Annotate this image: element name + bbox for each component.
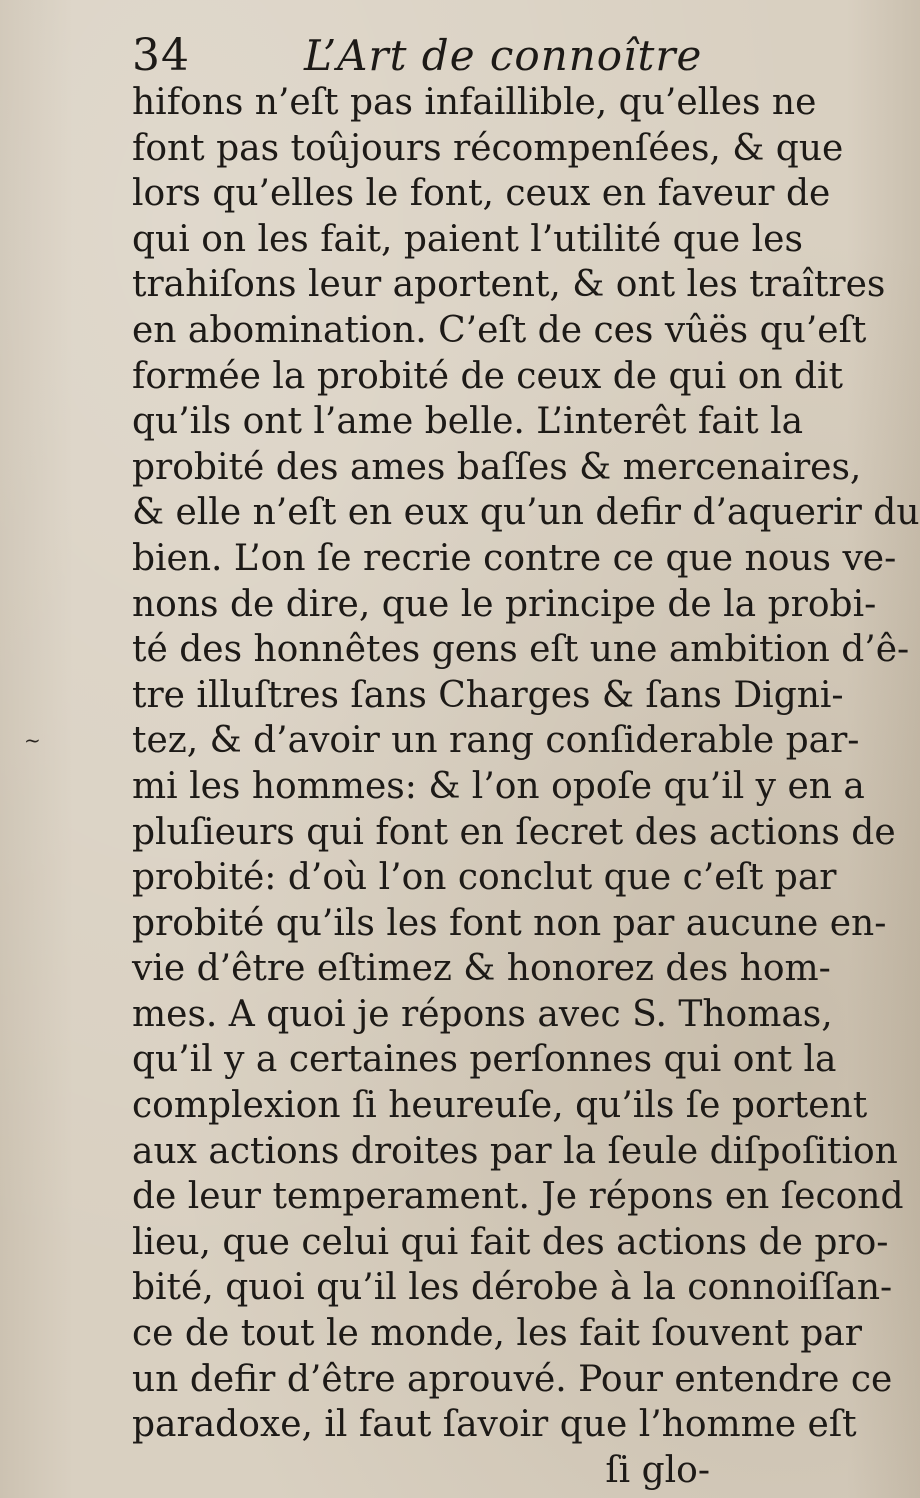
text-line: font pas toûjours récompenſées, & que — [132, 127, 844, 169]
page-header — [132, 28, 732, 84]
text-line: tre illuſtres ſans Charges & ſans Digni- — [132, 674, 844, 716]
text-line: en abomination. C’eſt de ces vûës qu’eſt — [132, 309, 867, 351]
text-line: complexion ſi heureuſe, qu’ils ſe portent — [132, 1085, 868, 1127]
text-line: formée la probité de ceux de qui on dit — [132, 355, 844, 397]
text-line: bité, quoi qu’il les dérobe à la connoiſſan- — [132, 1267, 893, 1309]
text-line: probité: d’où l’on conclut que c’eſt par — [132, 857, 837, 899]
text-line: aux actions droites par la ſeule diſpoſition — [132, 1130, 898, 1172]
text-line: bien. L’on ſe recrie contre ce que nous ve- — [132, 537, 897, 579]
text-line: vie d’être eſtimez & honorez des hom- — [132, 948, 831, 990]
margin-mark: ~ — [24, 728, 41, 752]
text-line: probité qu’ils les font non par aucune en- — [132, 902, 887, 944]
text-line: tez, & d’avoir un rang conſiderable par- — [132, 720, 860, 762]
text-line: qui on les fait, paient l’utilité que les — [132, 218, 803, 260]
text-line: pluſieurs qui font en ſecret des actions de — [132, 811, 896, 853]
text-line: un defir d’être aprouvé. Pour entendre ce — [132, 1358, 893, 1400]
catchword-line: ſi glo- — [605, 1449, 710, 1491]
text-line: lieu, que celui qui fait des actions de pro- — [132, 1221, 889, 1263]
text-line: paradoxe, il faut ſavoir que l’homme eſt — [132, 1404, 857, 1446]
text-line: de leur temperament. Je répons en ſecond — [132, 1176, 904, 1218]
body-text — [132, 80, 920, 1493]
text-line: mes. A quoi je répons avec S. Thomas, — [132, 993, 833, 1035]
text-line: té des honnêtes gens eſt une ambition d’ê- — [132, 629, 910, 671]
page-number: 34 — [132, 30, 190, 81]
text-line: hifons n’eſt pas infaillible, qu’elles ne — [132, 82, 817, 123]
text-line: qu’il y a certaines perſonnes qui ont la — [132, 1039, 837, 1081]
text-line: & elle n’eſt en eux qu’un defir d’aquerir du — [132, 492, 920, 534]
text-line: mi les hommes: & l’on opoſe qu’il y en a — [132, 765, 865, 807]
text-line: qu’ils ont l’ame belle. L’interêt fait la — [132, 401, 804, 443]
text-line: trahiſons leur aportent, & ont les traîtres — [132, 264, 886, 306]
text-line: ce de tout le monde, les fait ſouvent par — [132, 1313, 863, 1355]
text-line: nons de dire, que le principe de la probi- — [132, 583, 877, 625]
running-title: L’Art de connoître — [304, 31, 703, 80]
text-line: lors qu’elles le font, ceux en faveur de — [132, 173, 831, 215]
text-line: probité des ames baſſes & mercenaires, — [132, 446, 862, 488]
